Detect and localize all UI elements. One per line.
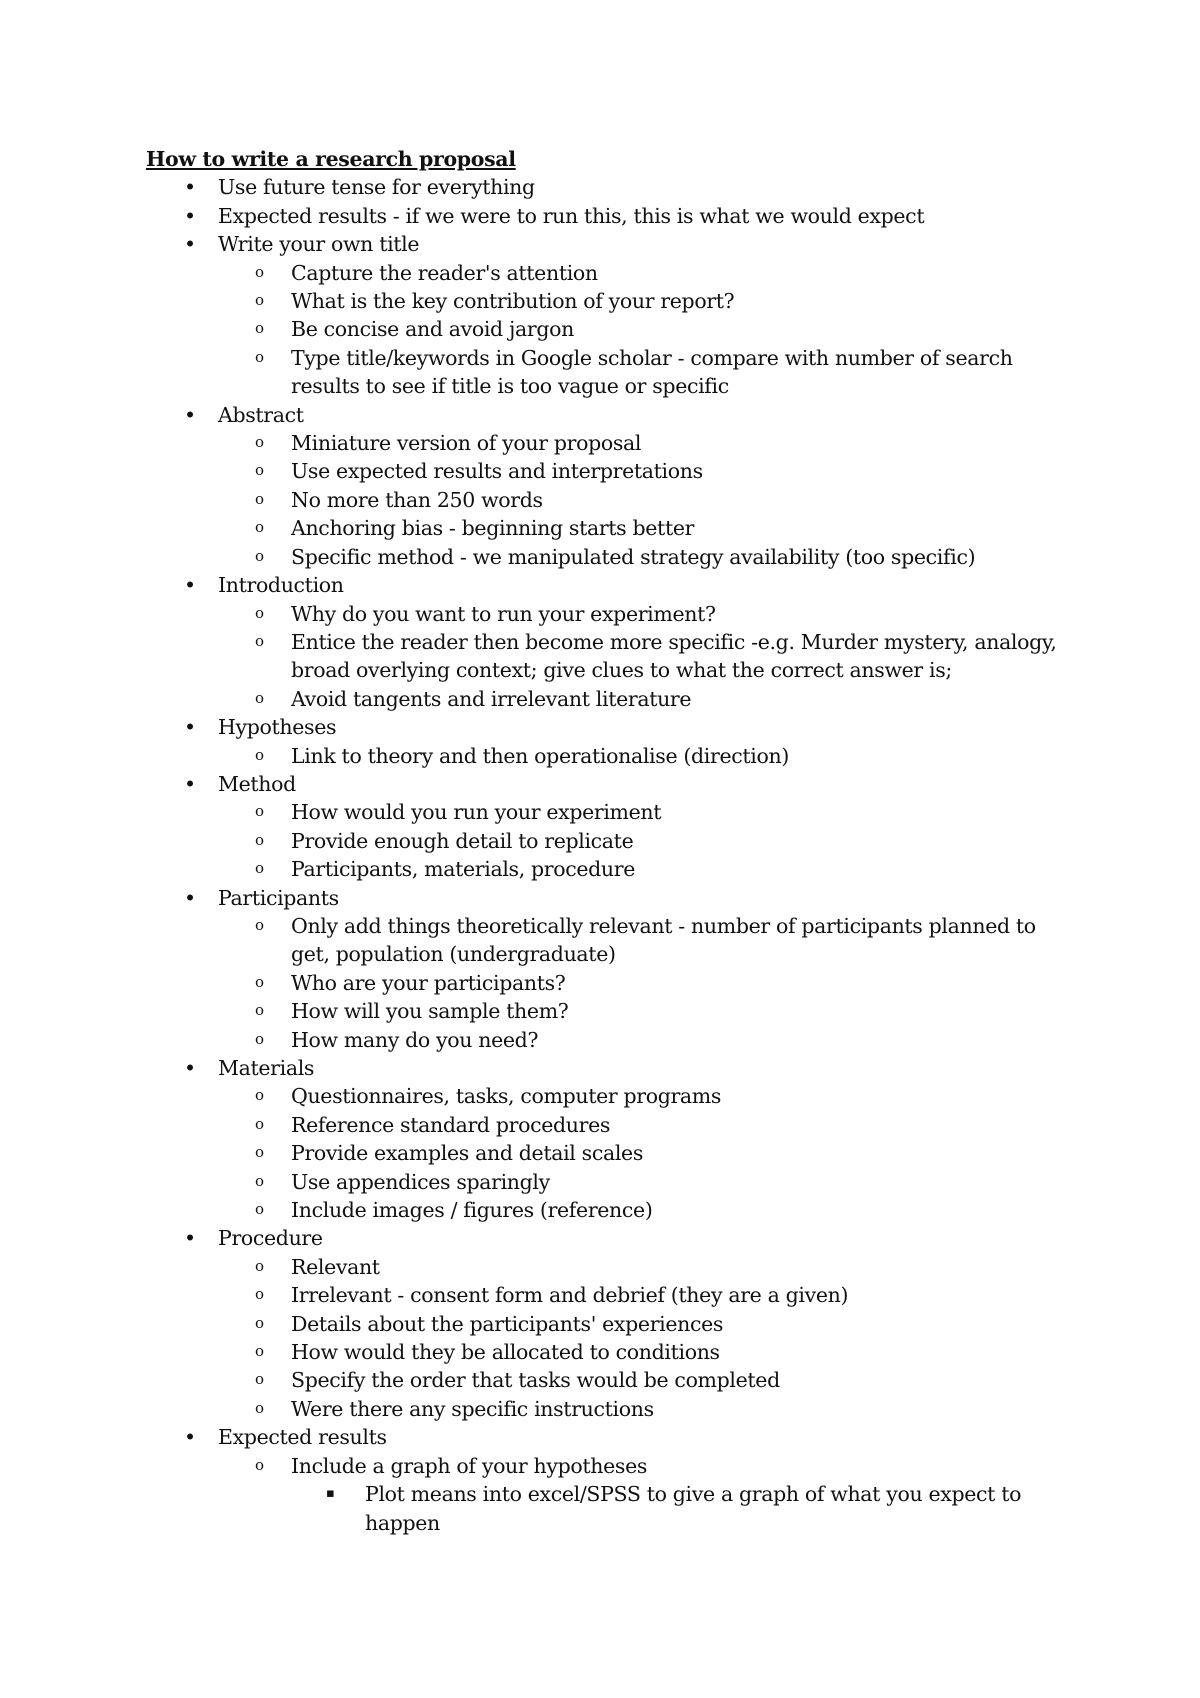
outline-item-level-2: [146, 259, 1066, 287]
outline-item-level-2: [146, 429, 1066, 457]
outline-item-level-2: [146, 1366, 1066, 1394]
outline-item-text: Plot means into excel/SPSS to give a graph of what you expect to happen: [365, 1482, 1022, 1535]
outline-item-level-1: [146, 401, 1066, 429]
outline-item-text: Questionnaires, tasks, computer programs: [291, 1084, 722, 1109]
outline-item-text: Specific method - we manipulated strategy availability (too specific): [291, 544, 976, 569]
outline-item-level-1: [146, 884, 1066, 912]
circle-bullet-icon: o: [255, 603, 264, 622]
circle-bullet-icon: o: [255, 347, 264, 366]
circle-bullet-icon: o: [255, 1313, 264, 1332]
outline-item-text: Method: [218, 771, 296, 796]
circle-bullet-icon: o: [255, 461, 264, 480]
outline-item-text: Hypotheses: [218, 715, 337, 740]
circle-bullet-icon: o: [255, 631, 264, 650]
outline-item-level-1: [146, 1224, 1066, 1252]
outline-item-level-2: [146, 1111, 1066, 1139]
circle-bullet-icon: o: [255, 745, 264, 764]
outline-item-text: Details about the participants' experiences: [291, 1311, 724, 1336]
outline-item-text: Abstract: [218, 402, 304, 427]
outline-item-level-2: [146, 1082, 1066, 1110]
outline-item-level-2: [146, 685, 1066, 713]
outline-item-level-2: [146, 912, 1066, 969]
circle-bullet-icon: o: [255, 1256, 264, 1275]
circle-bullet-icon: o: [255, 518, 264, 537]
outline-item-level-1: [146, 571, 1066, 599]
circle-bullet-icon: o: [255, 1029, 264, 1048]
circle-bullet-icon: o: [255, 972, 264, 991]
outline-item-level-2: [146, 1452, 1066, 1480]
outline-item-level-2: [146, 1310, 1066, 1338]
bullet-icon: •: [184, 715, 196, 740]
outline-item-text: Expected results - if we were to run this, this is what we would expect: [218, 203, 925, 228]
outline-item-text: Who are your participants?: [291, 970, 566, 995]
bullet-icon: •: [184, 1056, 196, 1080]
bullet-icon: •: [184, 573, 196, 598]
outline-item-text: How will you sample them?: [291, 999, 569, 1024]
outline-item-text: Use future tense for everything: [218, 175, 535, 200]
outline-item-level-2: [146, 1139, 1066, 1167]
outline-item-text: Anchoring bias - beginning starts better: [291, 516, 695, 541]
outline-item-level-2: [146, 514, 1066, 542]
outline-item-level-2: [146, 798, 1066, 826]
outline-item-text: Use expected results and interpretations: [291, 459, 703, 484]
circle-bullet-icon: o: [255, 1143, 264, 1162]
circle-bullet-icon: o: [255, 1001, 264, 1020]
bullet-icon: •: [184, 1425, 196, 1450]
outline-item-text: Be concise and avoid jargon: [291, 317, 574, 342]
circle-bullet-icon: o: [255, 1398, 264, 1417]
outline-item-level-2: [146, 486, 1066, 514]
circle-bullet-icon: o: [255, 1370, 264, 1389]
outline-item-text: Include images / figures (reference): [291, 1198, 653, 1223]
outline-item-level-1: [146, 230, 1066, 258]
outline-item-level-2: [146, 543, 1066, 571]
circle-bullet-icon: o: [255, 1171, 264, 1190]
outline-item-level-2: [146, 344, 1066, 401]
outline-item-text: Introduction: [218, 573, 344, 598]
circle-bullet-icon: o: [255, 830, 264, 849]
bullet-icon: •: [184, 402, 196, 427]
circle-bullet-icon: o: [255, 319, 264, 338]
outline-item-text: Participants: [218, 885, 339, 910]
outline-item-text: Why do you want to run your experiment?: [291, 601, 716, 626]
circle-bullet-icon: o: [255, 262, 264, 281]
bullet-icon: •: [184, 175, 196, 200]
outline-item-text: Expected results: [218, 1425, 387, 1450]
circle-bullet-icon: o: [255, 1285, 264, 1304]
outline-item-level-1: [146, 202, 1066, 230]
outline-item-text: Participants, materials, procedure: [291, 857, 636, 882]
outline-item-level-2: [146, 315, 1066, 343]
outline-item-level-3: [146, 1480, 1066, 1537]
outline-item-text: No more than 250 words: [291, 487, 543, 512]
outline-list: [146, 173, 1066, 1537]
outline-item-text: Include a graph of your hypotheses: [291, 1453, 648, 1478]
outline-item-level-2: [146, 969, 1066, 997]
outline-item-text: How many do you need?: [291, 1027, 539, 1052]
outline-item-text: Link to theory and then operationalise (direction): [291, 743, 789, 768]
outline-item-text: Miniature version of your proposal: [291, 431, 642, 456]
square-bullet-icon: ▪: [326, 1486, 335, 1502]
circle-bullet-icon: o: [255, 546, 264, 565]
bullet-icon: •: [184, 771, 196, 796]
outline-item-text: Avoid tangents and irrelevant literature: [291, 686, 692, 711]
outline-item-text: Write your own title: [218, 232, 420, 257]
outline-item-text: Capture the reader's attention: [291, 260, 598, 285]
outline-item-level-1: [146, 173, 1066, 201]
outline-item-text: Specify the order that tasks would be completed: [291, 1368, 780, 1393]
outline-item-text: Irrelevant - consent form and debrief (they are a given): [291, 1283, 849, 1308]
bullet-icon: •: [184, 232, 196, 257]
circle-bullet-icon: o: [255, 859, 264, 878]
bullet-icon: •: [184, 1226, 196, 1251]
outline-item-text: Relevant: [291, 1254, 380, 1279]
bullet-icon: •: [184, 885, 196, 910]
outline-item-level-2: [146, 287, 1066, 315]
outline-item-level-2: [146, 855, 1066, 883]
outline-item-level-2: [146, 1281, 1066, 1309]
outline-item-text: Use appendices sparingly: [291, 1169, 550, 1194]
circle-bullet-icon: o: [255, 802, 264, 821]
circle-bullet-icon: o: [255, 1455, 264, 1474]
circle-bullet-icon: o: [255, 688, 264, 707]
outline-item-text: Only add things theoretically relevant - number of participants planned to get, population (undergraduate): [291, 913, 1036, 967]
outline-item-level-1: [146, 713, 1066, 741]
outline-item-level-2: [146, 600, 1066, 628]
circle-bullet-icon: o: [255, 1200, 264, 1219]
outline-item-text: Materials: [218, 1056, 315, 1080]
outline-item-level-1: [146, 770, 1066, 798]
outline-item-level-2: [146, 1196, 1066, 1224]
outline-item-level-2: [146, 1253, 1066, 1281]
bullet-icon: •: [184, 203, 196, 228]
outline-item-level-2: [146, 997, 1066, 1025]
outline-item-text: How would they be allocated to conditions: [291, 1340, 720, 1365]
outline-item-text: What is the key contribution of your report?: [291, 289, 735, 314]
outline-item-level-2: [146, 1168, 1066, 1196]
circle-bullet-icon: o: [255, 1342, 264, 1361]
outline-item-level-1: [146, 1423, 1066, 1451]
outline-item-text: Provide examples and detail scales: [291, 1141, 643, 1166]
circle-bullet-icon: o: [255, 433, 264, 452]
outline-item-text: Entice the reader then become more specific -e.g. Murder mystery, analogy, broad overlying context; give clues to what the correct answer is;: [291, 629, 1057, 683]
outline-item-level-2: [146, 1026, 1066, 1054]
outline-item-level-2: [146, 742, 1066, 770]
outline-item-level-2: [146, 628, 1066, 685]
outline-item-text: Provide enough detail to replicate: [291, 828, 634, 853]
circle-bullet-icon: o: [255, 1114, 264, 1133]
circle-bullet-icon: o: [255, 1086, 264, 1105]
outline-item-text: Were there any specific instructions: [291, 1396, 654, 1421]
outline-item-level-2: [146, 827, 1066, 855]
circle-bullet-icon: o: [255, 489, 264, 508]
outline-item-level-2: [146, 1395, 1066, 1423]
outline-item-level-1: [146, 1054, 1066, 1082]
outline-item-level-2: [146, 1338, 1066, 1366]
circle-bullet-icon: o: [255, 915, 264, 934]
outline-item-level-2: [146, 457, 1066, 485]
outline-item-text: How would you run your experiment: [291, 800, 662, 825]
document-content: [146, 145, 1066, 1537]
outline-item-text: Procedure: [218, 1226, 323, 1251]
circle-bullet-icon: o: [255, 291, 264, 310]
outline-item-text: Type title/keywords in Google scholar - compare with number of search results to see if title is too vague or specific: [291, 345, 1013, 399]
outline-item-text: Reference standard procedures: [291, 1112, 611, 1137]
document-title: How to write a research proposal: [146, 147, 516, 171]
